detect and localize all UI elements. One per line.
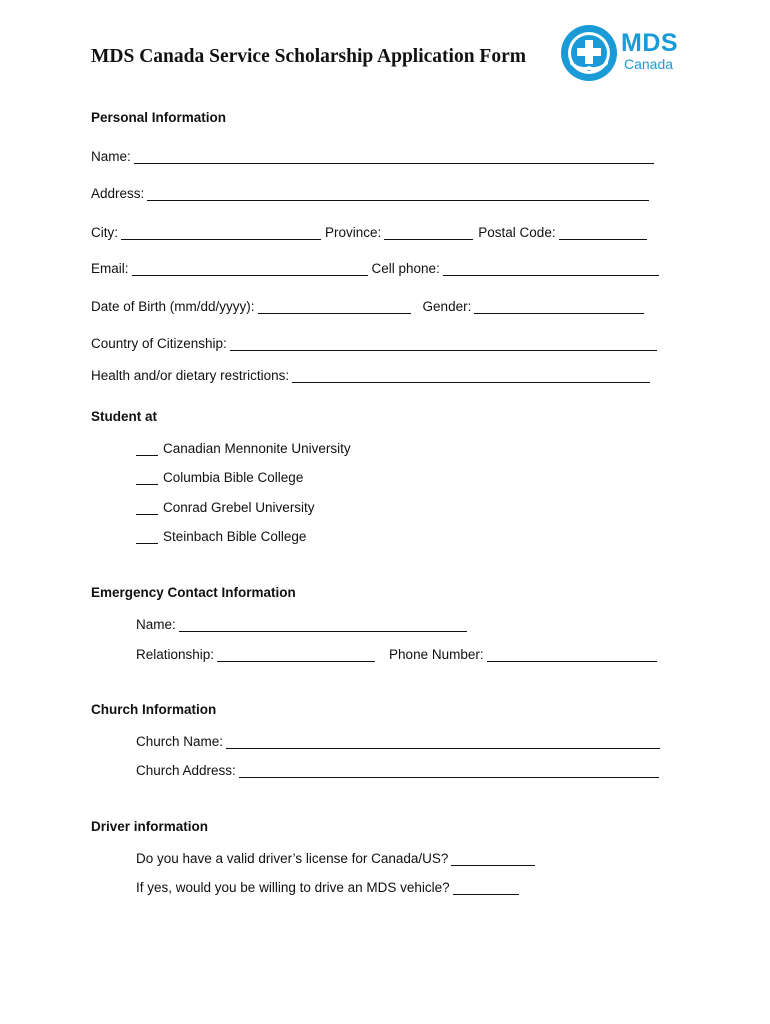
province-field[interactable]: [384, 225, 473, 240]
drive-answer-field[interactable]: [453, 880, 519, 895]
postal-code-label: Postal Code:: [478, 225, 556, 240]
driver-heading: Driver information: [91, 819, 209, 834]
school-checkbox-steinbach[interactable]: [136, 529, 158, 544]
school-label: Canadian Mennonite University: [163, 441, 351, 456]
dob-row: [91, 296, 644, 314]
phone-number-field[interactable]: [487, 647, 657, 662]
emergency-heading: Emergency Contact Information: [91, 585, 296, 600]
page-title: MDS Canada Service Scholarship Application Form: [91, 46, 526, 67]
logo-country-text: Canada: [624, 56, 674, 72]
school-label: Conrad Grebel University: [163, 500, 315, 515]
name-label: Name:: [91, 149, 131, 164]
school-option: [136, 526, 306, 544]
church-address-label: Church Address:: [136, 763, 236, 778]
school-label: Steinbach Bible College: [163, 529, 307, 544]
dob-label: Date of Birth (mm/dd/yyyy):: [91, 299, 255, 314]
address-row: [91, 183, 649, 201]
relationship-field[interactable]: [217, 647, 375, 662]
cell-phone-field[interactable]: [443, 261, 659, 276]
address-label: Address:: [91, 186, 145, 201]
name-row: [91, 146, 654, 164]
logo-brand-text: MDS: [621, 29, 679, 57]
emergency-relationship-row: [136, 644, 657, 662]
emergency-name-row: [136, 614, 467, 632]
church-name-label: Church Name:: [136, 734, 224, 749]
church-address-row: [136, 760, 659, 778]
city-row: [91, 222, 647, 240]
license-row: [136, 848, 535, 866]
city-field[interactable]: [121, 225, 321, 240]
postal-code-field[interactable]: [559, 225, 647, 240]
name-field[interactable]: [134, 149, 654, 164]
address-field[interactable]: [147, 186, 649, 201]
drive-willing-row: [136, 877, 519, 895]
gender-label: Gender:: [422, 299, 472, 314]
drive-question: If yes, would you be willing to drive an MDS vehicle?: [136, 880, 450, 895]
citizenship-row: [91, 333, 657, 351]
mds-logo: [560, 24, 680, 82]
phone-number-label: Phone Number:: [389, 647, 484, 662]
relationship-label: Relationship:: [136, 647, 215, 662]
school-checkbox-cmu[interactable]: [136, 441, 158, 456]
cell-phone-label: Cell phone:: [371, 261, 440, 276]
student-at-heading: Student at: [91, 409, 157, 424]
emergency-name-field[interactable]: [179, 617, 467, 632]
school-option: [136, 467, 303, 485]
citizenship-label: Country of Citizenship:: [91, 336, 227, 351]
church-heading: Church Information: [91, 702, 217, 717]
school-option: [136, 497, 315, 515]
email-label: Email:: [91, 261, 129, 276]
email-row: [91, 258, 659, 276]
city-label: City:: [91, 225, 118, 240]
license-question: Do you have a valid driver’s license for Canada/US?: [136, 851, 449, 866]
school-checkbox-columbia[interactable]: [136, 470, 158, 485]
health-row: [91, 365, 650, 383]
citizenship-field[interactable]: [230, 336, 657, 351]
church-name-field[interactable]: [226, 734, 660, 749]
dob-field[interactable]: [258, 299, 411, 314]
emergency-name-label: Name:: [136, 617, 176, 632]
church-name-row: [136, 731, 660, 749]
school-label: Columbia Bible College: [163, 470, 304, 485]
mds-logo-icon: [560, 24, 618, 82]
health-label: Health and/or dietary restrictions:: [91, 368, 290, 383]
license-answer-field[interactable]: [451, 851, 535, 866]
school-option: [136, 438, 351, 456]
school-checkbox-conrad-grebel[interactable]: [136, 500, 158, 515]
gender-field[interactable]: [474, 299, 644, 314]
province-label: Province:: [325, 225, 382, 240]
personal-info-heading: Personal Information: [91, 110, 227, 125]
health-field[interactable]: [292, 368, 650, 383]
church-address-field[interactable]: [239, 763, 659, 778]
email-field[interactable]: [132, 261, 368, 276]
